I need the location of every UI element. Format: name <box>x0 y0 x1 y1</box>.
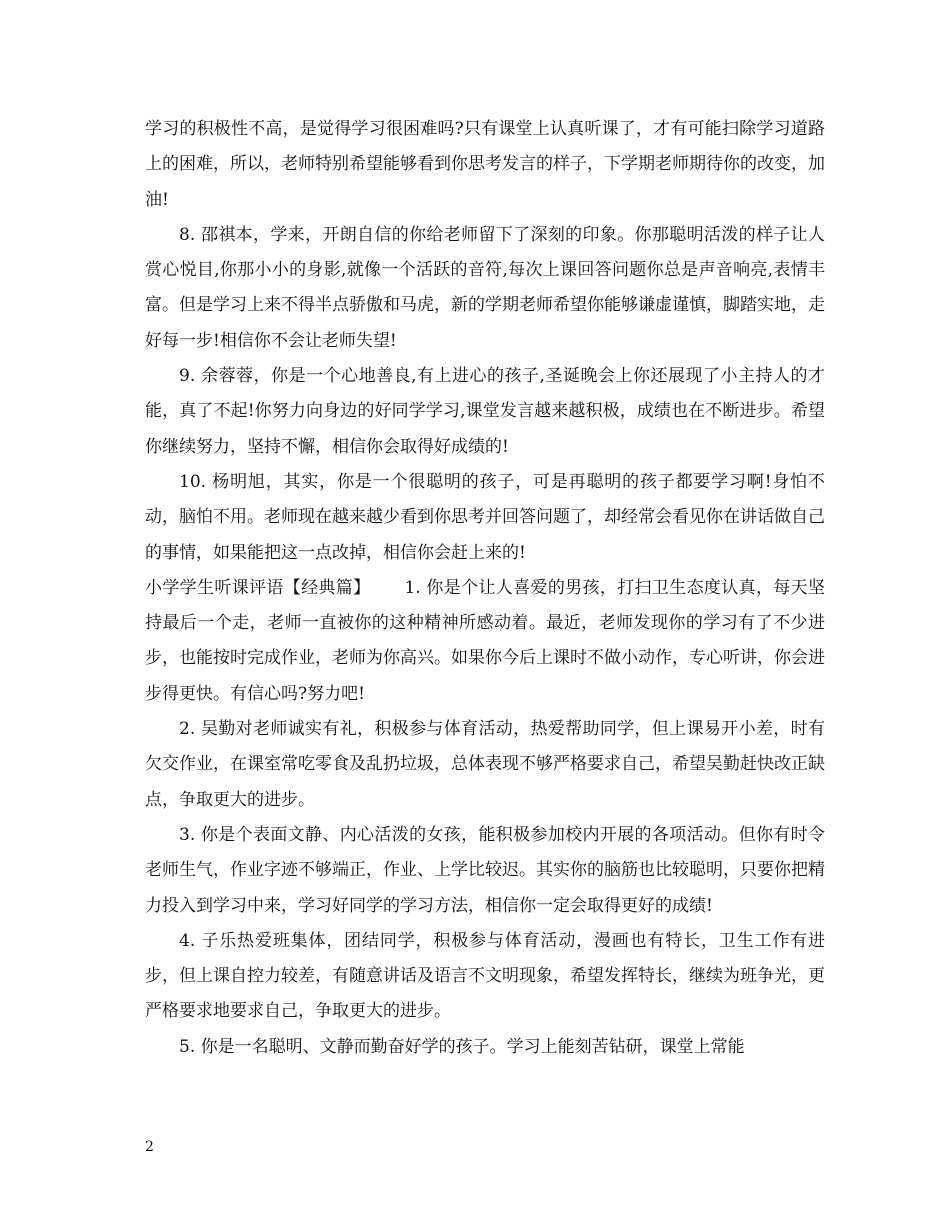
paragraph-item-10: 10. 杨明旭，其实，你是一个很聪明的孩子，可是再聪明的孩子都要学习啊!身怕不动，脑怕不用。老师现在越来越少看到你思考并回答问题了，却经常会看见你在讲话做自己的事情，如果能把这一点改掉，相信你会赶上来的! <box>145 471 825 563</box>
section-heading: 小学学生听课评语【经典篇】 <box>145 577 371 598</box>
paragraph-continued: 学习的积极性不高，是觉得学习很困难吗?只有课堂上认真听课了，才有可能扫除学习道路上的困难，所以，老师特别希望能够看到你思考发言的样子，下学期老师期待你的改变，加油! <box>145 119 825 210</box>
document-body <box>145 112 825 1065</box>
section-paragraph <box>145 571 825 712</box>
paragraph-item-2: 2. 吴勤对老师诚实有礼，积极参与体育活动，热爱帮助同学，但上课易开小差，时有欠交作业，在课室常吃零食及乱扔垃圾，总体表现不够严格要求自己，希望吴勤赶快改正缺点，争取更大的进步。 <box>145 719 825 810</box>
paragraph-item-9: 9. 余蓉蓉，你是一个心地善良,有上进心的孩子,圣诞晚会上你还展现了小主持人的才能，真了不起!你努力向身边的好同学学习,课堂发言越来越积极，成绩也在不断进步。希望你继续努力，坚持不懈，相信你会取得好成绩的! <box>145 366 825 457</box>
page-number: 2 <box>145 1139 154 1155</box>
paragraph-item-4: 4. 子乐热爱班集体，团结同学，积极参与体育活动，漫画也有特长，卫生工作有进步，但上课自控力较差，有随意讲话及语言不文明现象，希望发挥特长，继续为班争光，更严格要求地要求自己，争取更大的进步。 <box>145 930 825 1022</box>
paragraph-item-5: 5. 你是一名聪明、文静而勤奋好学的孩子。学习上能刻苦钻研，课堂上常能 <box>179 1036 745 1057</box>
paragraph-item-8: 8. 邵祺本，学来，开朗自信的你给老师留下了深刻的印象。你那聪明活泼的样子让人赏心悦目,你那小小的身影,就像一个活跃的音符,每次上课回答问题你总是声音响亮,表情丰富。但是学习上来不得半点骄傲和马虎，新的学期老师希望你能够谦虚谨慎，脚踏实地，走好每一步!相信你不会让老师失望! <box>145 224 825 351</box>
paragraph-item-3: 3. 你是个表面文静、内心活泼的女孩，能积极参加校内开展的各项活动。但你有时令老师生气，作业字迹不够端正，作业、上学比较迟。其实你的脑筋也比较聪明，只要你把精力投入到学习中来，学习好同学的学习方法，相信你一定会取得更好的成绩! <box>145 824 825 916</box>
section-first-item: 1. 你是个让人喜爱的男孩，打扫卫生态度认真，每天坚持最后一个走，老师一直被你的这种精神所感动着。最近，老师发现你的学习有了不少进步，也能按时完成作业，老师为你高兴。如果你今后上课时不做小动作，专心听讲，你会进步得更快。有信心吗?努力吧! <box>145 577 825 704</box>
